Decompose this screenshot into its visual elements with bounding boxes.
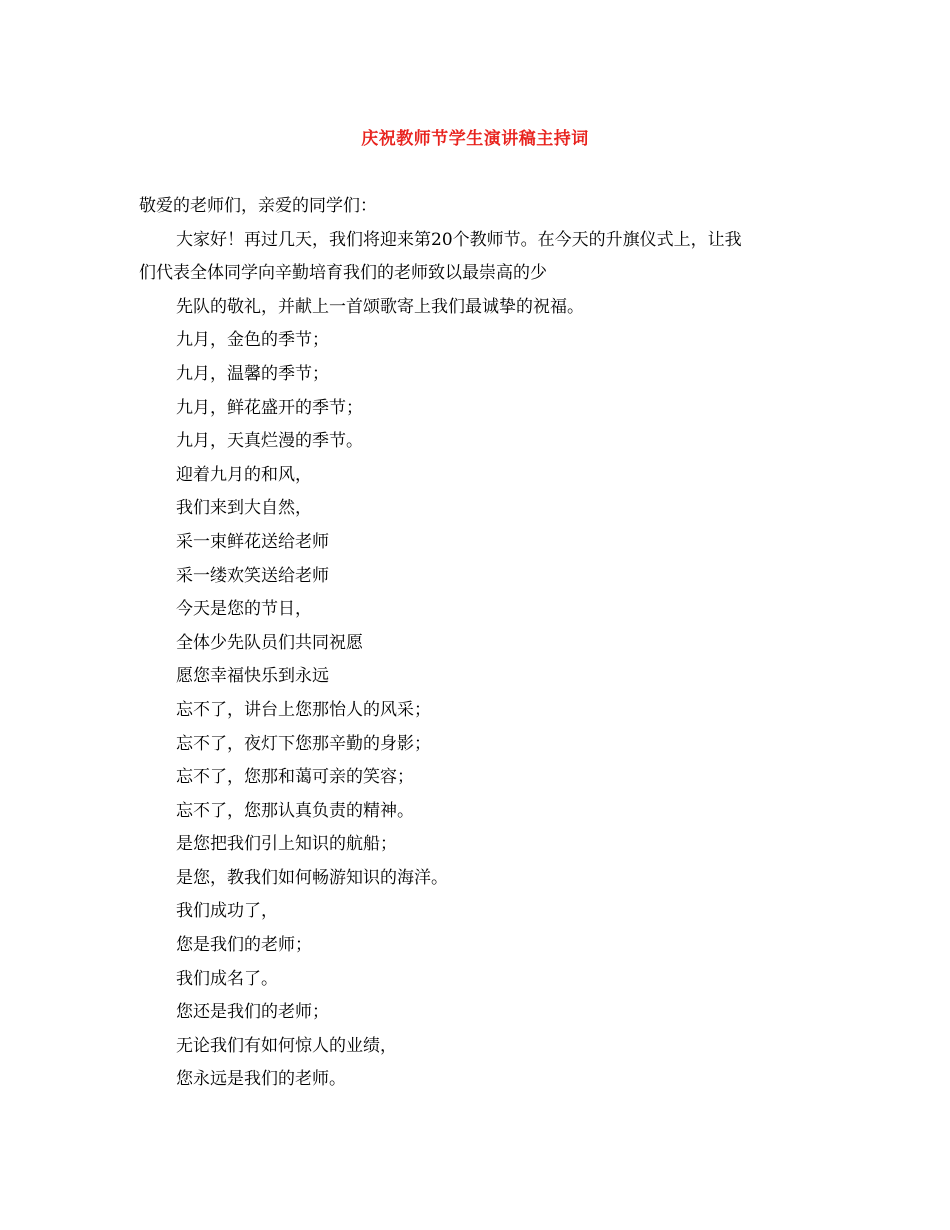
text-line: 忘不了，夜灯下您那辛勤的身影； xyxy=(176,733,431,754)
text-line: 我们成功了， xyxy=(176,901,278,922)
text-line: 忘不了，您那和蔼可亲的笑容； xyxy=(176,767,414,788)
text-line: 您是我们的老师； xyxy=(176,935,312,956)
text-line: 采一束鲜花送给老师 xyxy=(176,531,329,552)
text-line: 九月，天真烂漫的季节。 xyxy=(176,431,363,452)
paragraph-line-2: 们代表全体同学向辛勤培育我们的老师致以最崇高的少 xyxy=(139,263,547,284)
text-line: 愿您幸福快乐到永远 xyxy=(176,666,329,687)
text-line: 是您把我们引上知识的航船； xyxy=(176,834,397,855)
text-line: 全体少先队员们共同祝愿 xyxy=(176,632,363,653)
text-line: 忘不了，讲台上您那怡人的风采； xyxy=(176,699,431,720)
text-line: 今天是您的节日， xyxy=(176,599,312,620)
verse-lines xyxy=(139,291,819,1097)
text-line: 无论我们有如何惊人的业绩， xyxy=(176,1035,397,1056)
text-line: 采一缕欢笑送给老师 xyxy=(176,565,329,586)
document-title: 庆祝教师节学生演讲稿主持词 xyxy=(361,129,589,149)
text-line: 九月，金色的季节； xyxy=(176,330,329,351)
text-line: 迎着九月的和风， xyxy=(176,464,312,485)
text-line: 是您，教我们如何畅游知识的海洋。 xyxy=(176,867,448,888)
text-line: 您永远是我们的老师。 xyxy=(176,1069,346,1090)
greeting-line: 敬爱的老师们，亲爱的同学们： xyxy=(139,196,377,216)
text-line: 九月，鲜花盛开的季节； xyxy=(176,397,363,418)
text-line: 我们来到大自然， xyxy=(176,498,312,519)
text-line: 忘不了，您那认真负责的精神。 xyxy=(176,800,414,821)
text-line: 先队的敬礼，并献上一首颂歌寄上我们最诚挚的祝福。 xyxy=(176,296,584,317)
document-body xyxy=(139,190,819,1097)
text-line: 九月，温馨的季节； xyxy=(176,363,329,384)
text-line: 我们成名了。 xyxy=(176,968,278,989)
text-line: 您还是我们的老师； xyxy=(176,1002,329,1023)
paragraph-line-1: 大家好！再过几天，我们将迎来第20个教师节。在今天的升旗仪式上，让我 xyxy=(176,229,742,250)
